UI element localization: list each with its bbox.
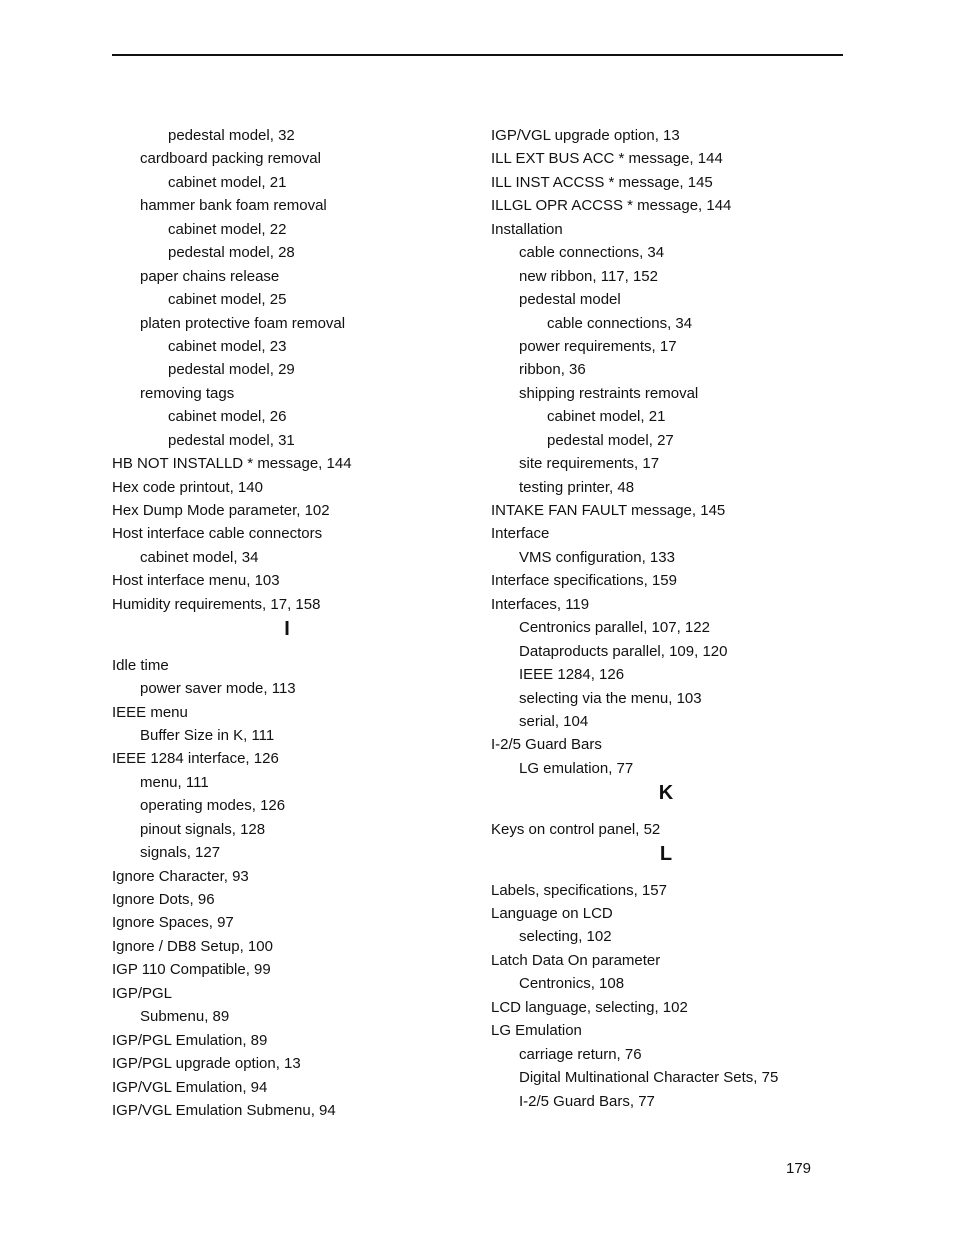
index-entry: IGP/VGL upgrade option, 13 [491, 127, 680, 144]
index-entry: Labels, specifications, 157 [491, 881, 667, 899]
index-subentry: cabinet model, 21 [547, 408, 666, 426]
index-letter-heading: I [284, 618, 290, 641]
index-subentry: cabinet model, 34 [140, 548, 259, 566]
index-entry: Host interface cable connectors [112, 525, 323, 543]
index-subentry: Centronics parallel, 107, 122 [519, 619, 710, 637]
index-subentry: shipping restraints removal [519, 384, 699, 402]
index-subentry: site requirements, 17 [519, 455, 660, 473]
index-entry: Humidity requirements, 17, 158 [112, 595, 321, 613]
index-entry: Interface [491, 525, 550, 543]
index-subentry: ribbon, 36 [519, 361, 586, 379]
index-subentry: I-2/5 Guard Bars, 77 [519, 1092, 655, 1110]
index-subentry: pedestal model [519, 291, 621, 309]
index-letter-heading: K [658, 782, 674, 805]
index-letter-heading: L [659, 843, 673, 866]
index-entry: Latch Data On parameter [491, 951, 661, 969]
index-subentry: cabinet model, 22 [168, 220, 287, 238]
index-subentry: signals, 127 [140, 844, 221, 862]
index-entry: Hex Dump Mode parameter, 102 [112, 502, 330, 519]
index-entry: IGP/VGL Emulation Submenu, 94 [112, 1101, 336, 1119]
index-entry: ILL INST ACCSS * message, 145 [491, 173, 713, 191]
index-subentry: pedestal model, 29 [168, 361, 295, 379]
index-entry: ILL EXT BUS ACC * message, 144 [491, 150, 723, 168]
index-entry: Ignore Spaces, 97 [112, 914, 234, 932]
index-subentry: cabinet model, 25 [168, 291, 287, 309]
index-subentry: IEEE 1284, 126 [519, 666, 625, 684]
index-entry: IEEE menu [112, 703, 188, 721]
index-subentry: VMS configuration, 133 [519, 548, 675, 566]
page-number: 179 [786, 1160, 812, 1177]
index-entry: IGP/VGL Emulation, 94 [112, 1078, 268, 1096]
index-subentry: pinout signals, 128 [140, 820, 266, 838]
index-entry: IGP/PGL [112, 984, 173, 1002]
header-rule [112, 54, 843, 56]
index-subentry: pedestal model, 32 [168, 127, 295, 144]
index-entry: IGP 110 Compatible, 99 [112, 961, 271, 979]
index-subentry: power saver mode, 113 [140, 680, 296, 698]
index-subentry: platen protective foam removal [140, 314, 346, 332]
index-entry: HB NOT INSTALLD * message, 144 [112, 455, 352, 473]
index-entry: LCD language, selecting, 102 [491, 998, 688, 1016]
index-subentry: cable connections, 34 [547, 314, 693, 332]
index-subentry: LG emulation, 77 [519, 759, 634, 777]
index-subentry: cabinet model, 26 [168, 408, 287, 426]
index-entry: LG Emulation [491, 1022, 582, 1040]
index-entry: Ignore Dots, 96 [112, 891, 215, 908]
index-subentry: cable connections, 34 [519, 244, 665, 262]
index-subentry: pedestal model, 31 [168, 431, 295, 449]
index-subentry: power requirements, 17 [519, 337, 677, 355]
index-subentry: selecting, 102 [519, 928, 612, 946]
index-subentry: cabinet model, 23 [168, 337, 287, 355]
index-subentry: removing tags [140, 384, 235, 402]
index-subentry: cardboard packing removal [140, 150, 321, 168]
index-subentry: new ribbon, 117, 152 [519, 267, 658, 285]
index-subentry: hammer bank foam removal [140, 197, 327, 215]
index-entry: INTAKE FAN FAULT message, 145 [491, 502, 726, 519]
index-entry: Ignore Character, 93 [112, 867, 249, 885]
index-entry: Interface specifications, 159 [491, 572, 677, 590]
index-subentry: carriage return, 76 [519, 1045, 642, 1063]
index-entry: Language on LCD [491, 905, 613, 922]
index-entry: ILLGL OPR ACCSS * message, 144 [491, 197, 732, 215]
index-subentry: paper chains release [140, 267, 280, 285]
index-subentry: Centronics, 108 [519, 975, 625, 993]
index-column-right [491, 124, 851, 1113]
index-subentry: Dataproducts parallel, 109, 120 [519, 642, 728, 660]
index-subentry: Buffer Size in K, 111 [140, 726, 275, 744]
index-entry: Ignore / DB8 Setup, 100 [112, 937, 273, 955]
index-entry: Interfaces, 119 [491, 595, 590, 613]
index-column-left [112, 124, 472, 1122]
index-subentry: Submenu, 89 [140, 1008, 230, 1026]
index-entry: IGP/PGL Emulation, 89 [112, 1031, 268, 1049]
index-subentry: serial, 104 [519, 712, 589, 730]
index-subentry: testing printer, 48 [519, 478, 635, 496]
index-entry: Hex code printout, 140 [112, 478, 263, 496]
index-subentry: pedestal model, 27 [547, 431, 674, 449]
index-entry: IEEE 1284 interface, 126 [112, 750, 279, 768]
index-entry: IGP/PGL upgrade option, 13 [112, 1055, 301, 1073]
index-entry: Host interface menu, 103 [112, 572, 280, 590]
index-subentry: pedestal model, 28 [168, 244, 295, 262]
index-subentry: selecting via the menu, 103 [519, 689, 702, 707]
index-subentry: Digital Multinational Character Sets, 75 [519, 1069, 779, 1087]
index-entry: Idle time [112, 656, 169, 674]
index-entry: Keys on control panel, 52 [491, 820, 661, 838]
index-entry: I-2/5 Guard Bars [491, 736, 602, 754]
index-subentry: menu, 111 [140, 773, 209, 791]
index-subentry: cabinet model, 21 [168, 173, 287, 191]
index-subentry: operating modes, 126 [140, 797, 286, 815]
index-entry: Installation [491, 220, 563, 238]
